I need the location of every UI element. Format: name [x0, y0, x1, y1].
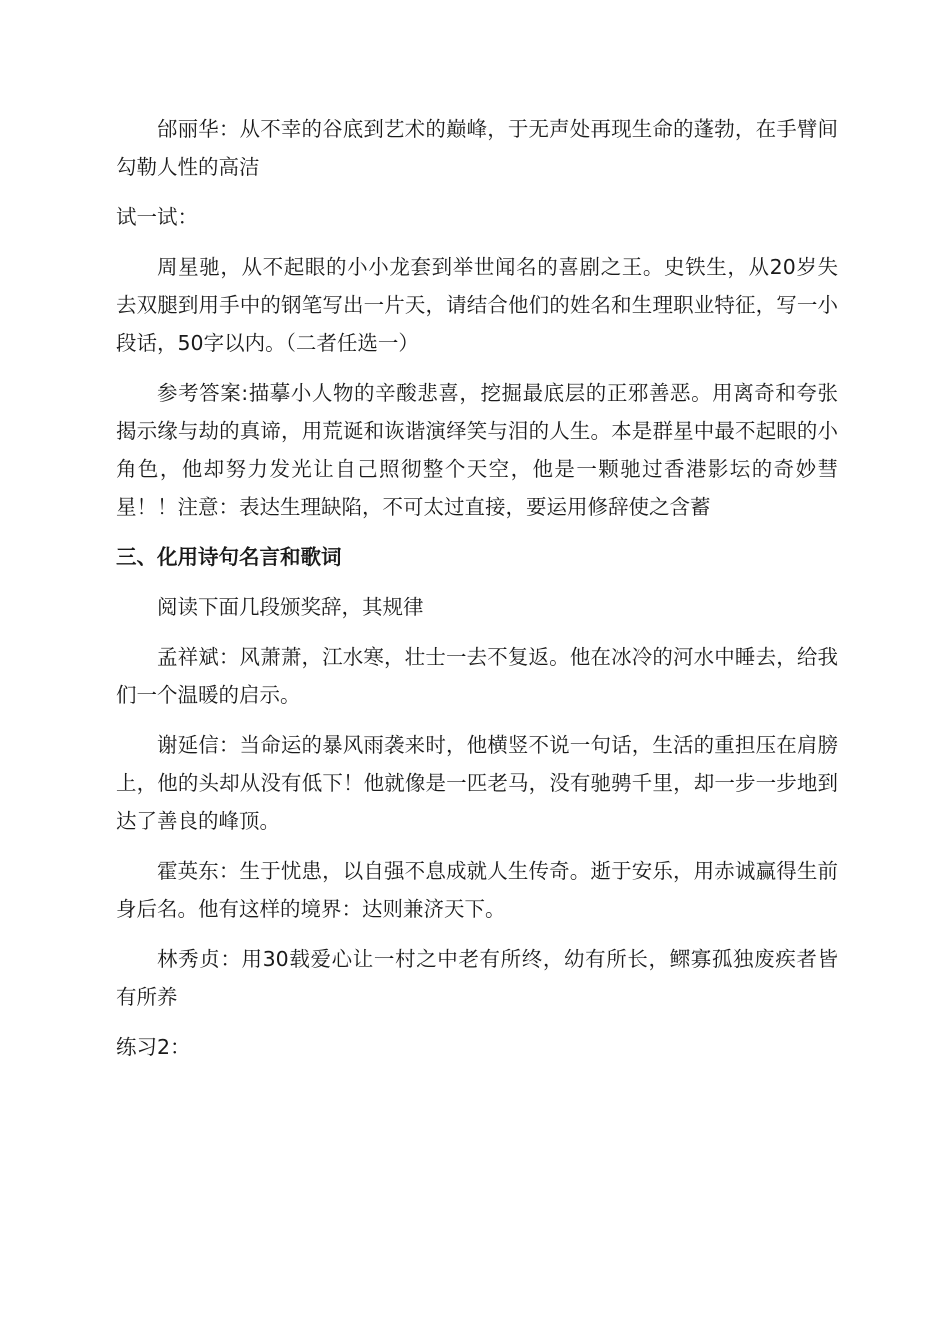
paragraph-exercise-prompt: 周星驰，从不起眼的小小龙套到举世闻名的喜剧之王。史铁生，从20岁失去双腿到用手中的钢笔写出一片天，请结合他们的姓名和生理职业特征，写一小段话，50字以内。（二者任选一） [116, 255, 838, 355]
paragraph-tai-lihua: 邰丽华：从不幸的谷底到艺术的巅峰，于无声处再现生命的蓬勃，在手臂间勾勒人性的高洁 [116, 117, 838, 179]
paragraph-huo-yingdong: 霍英东：生于忧患，以自强不息成就人生传奇。逝于安乐，用赤诚赢得生前身后名。他有这样的境界：达则兼济天下。 [116, 859, 838, 921]
paragraph-practice-2-label: 练习2： [116, 1035, 191, 1059]
paragraph-reading-prompt: 阅读下面几段颁奖辞，其规律 [157, 595, 424, 619]
section-heading: 三、化用诗句名言和歌词 [116, 545, 342, 569]
paragraph-lin-xiuzhen: 林秀贞：用30载爱心让一村之中老有所终，幼有所长，鳏寡孤独废疾者皆有所养 [116, 947, 838, 1009]
paragraph-meng-xiangbin: 孟祥斌：风萧萧，江水寒，壮士一去不复返。他在冰冷的河水中睡去，给我们一个温暖的启示。 [116, 645, 838, 707]
document-page [116, 110, 838, 1078]
paragraph-try-it-label: 试一试： [116, 205, 198, 229]
paragraph-xie-yanxin: 谢延信：当命运的暴风雨袭来时，他横竖不说一句话，生活的重担压在肩膀上，他的头却从没有低下！他就像是一匹老马，没有驰骋千里，却一步一步地到达了善良的峰顶。 [116, 733, 838, 833]
paragraph-reference-answer: 参考答案:描摹小人物的辛酸悲喜，挖掘最底层的正邪善恶。用离奇和夸张揭示缘与劫的真谛，用荒诞和诙谐演绎笑与泪的人生。本是群星中最不起眼的小角色，他却努力发光让自己照彻整个天空，他是一颗驰过香港影坛的奇妙彗星！！注意：表达生理缺陷，不可太过直接，要运用修辞使之含蓄 [116, 381, 838, 519]
